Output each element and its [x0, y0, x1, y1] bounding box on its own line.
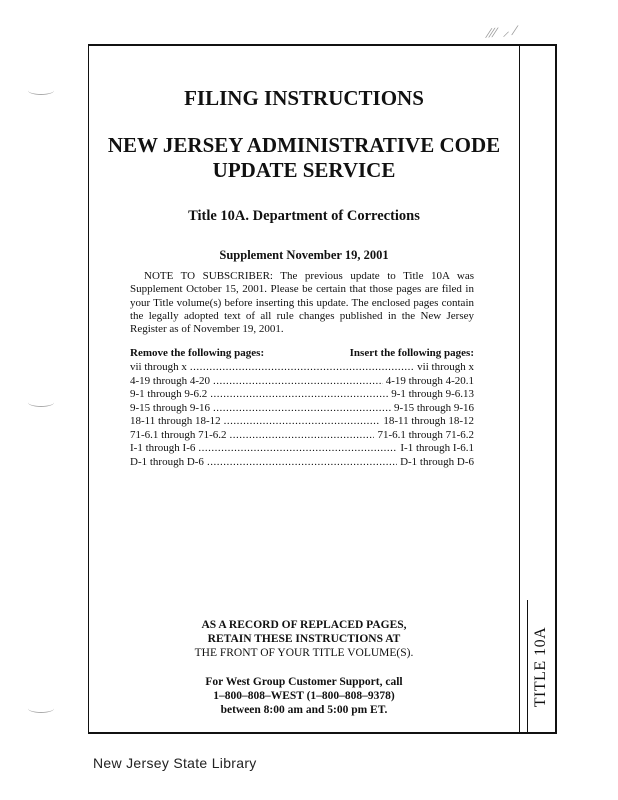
code-subtitle: UPDATE SERVICE [212, 158, 396, 182]
dot-leader [230, 429, 375, 441]
remove-range: D-1 through D-6 [130, 455, 204, 468]
dot-leader [224, 415, 381, 427]
record-line: AS A RECORD OF REPLACED PAGES, [201, 619, 407, 631]
library-watermark: New Jersey State Library [93, 755, 257, 771]
subscriber-note [130, 270, 474, 336]
support-line: For West Group Customer Support, call [205, 676, 403, 688]
insert-range: 18-11 through 18-12 [383, 415, 474, 427]
insert-range: I-1 through I-6.1 [400, 442, 474, 454]
spine-divider [519, 44, 520, 734]
remove-range: 71-6.1 through 71-6.2 [130, 428, 227, 441]
margin-mark [28, 704, 54, 713]
list-item [130, 456, 474, 470]
insert-range: 4-19 through 4-20.1 [385, 374, 474, 387]
insert-range: vii through x [417, 361, 474, 373]
remove-range: vii through x [130, 361, 187, 373]
supplement-date: Supplement November 19, 2001 [219, 248, 389, 262]
remove-range: 18-11 through 18-12 [130, 415, 221, 427]
page-title: FILING INSTRUCTIONS [184, 86, 424, 110]
list-item [130, 375, 474, 389]
margin-mark [28, 86, 54, 95]
page-list [130, 361, 474, 469]
remove-range: 4-19 through 4-20 [130, 374, 211, 387]
margin-mark [28, 398, 54, 407]
insert-range: 9-1 through 9-6.13 [391, 388, 474, 400]
list-item [130, 442, 474, 456]
record-instructions [90, 618, 518, 660]
remove-range: 9-1 through 9-6.2 [130, 388, 208, 400]
code-title: NEW JERSEY ADMINISTRATIVE CODE [107, 133, 501, 157]
dot-leader [213, 402, 391, 414]
dot-leader [207, 456, 397, 468]
insert-range: 9-15 through 9-16 [393, 401, 474, 414]
dot-leader [190, 361, 414, 373]
record-line: THE FRONT OF YOUR TITLE VOLUME(S). [194, 647, 414, 659]
remove-heading: Remove the following pages: [130, 347, 265, 359]
remove-range: 9-15 through 9-16 [130, 401, 211, 414]
remove-range: I-1 through I-6 [130, 442, 196, 454]
list-item [130, 402, 474, 416]
support-phone: 1–800–808–WEST (1–800–808–9378) [213, 690, 395, 702]
handwritten-scribble: ⁄⁄⁄ ⸝ ⁄ [487, 22, 519, 41]
list-item [130, 361, 474, 375]
spine-label: TITLE 10A [531, 626, 549, 708]
list-item [130, 415, 474, 429]
support-hours: between 8:00 am and 5:00 pm ET. [220, 704, 388, 716]
insert-range: D-1 through D-6 [400, 455, 474, 468]
title-heading: Title 10A. Department of Corrections [188, 208, 420, 224]
subscriber-note-text: NOTE TO SUBSCRIBER: The previous update to Title 10A was Supplement October 15, 2001. Please be certain that those pages are filed in your Title volume(s) before inserting this update. The enclosed pages contain the legally adopted text of all rule changes published in the New Jersey Register as of November 19, 2001. [130, 270, 474, 336]
dot-leader [210, 388, 388, 400]
dot-leader [213, 375, 383, 387]
list-item [130, 429, 474, 443]
list-item [130, 388, 474, 402]
insert-heading: Insert the following pages: [349, 347, 474, 359]
dot-leader [198, 442, 397, 454]
customer-support [90, 675, 518, 717]
record-line: RETAIN THESE INSTRUCTIONS AT [207, 633, 401, 645]
insert-range: 71-6.1 through 71-6.2 [377, 428, 474, 441]
column-headings [130, 347, 474, 359]
